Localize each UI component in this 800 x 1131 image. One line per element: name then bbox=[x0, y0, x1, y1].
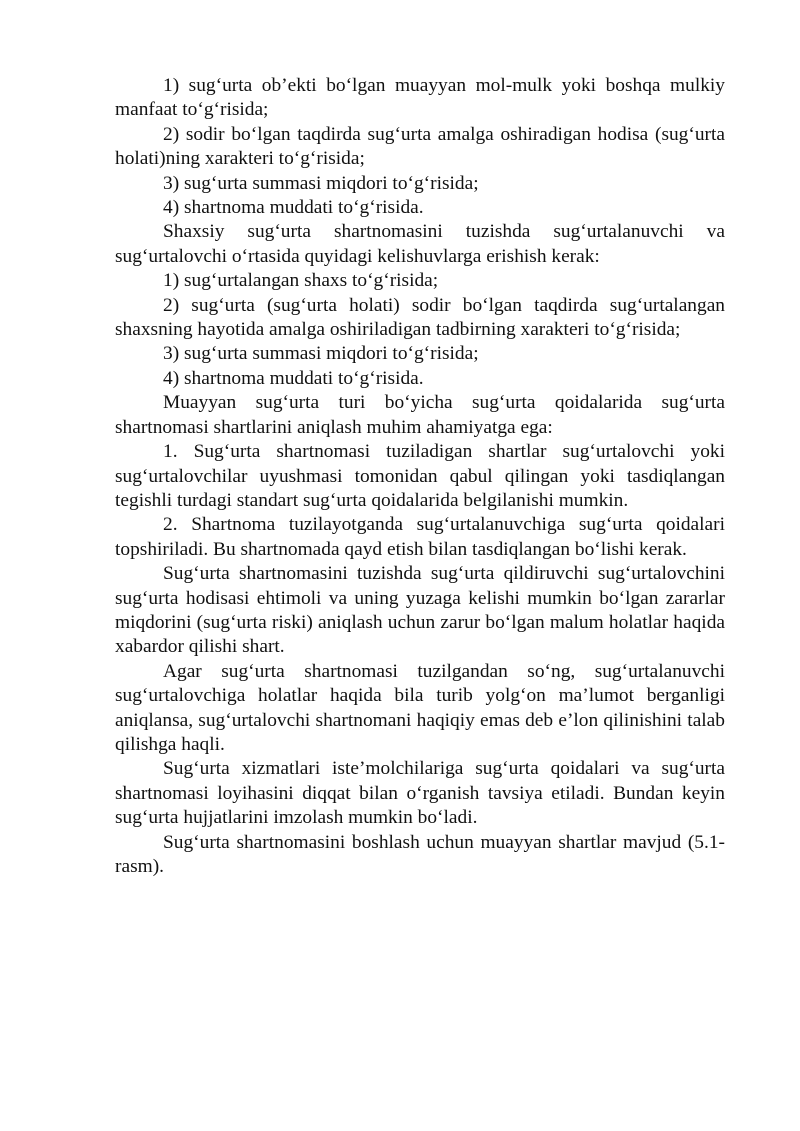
paragraph-term-item-2: 4) shartnoma muddati to‘g‘risida. bbox=[163, 367, 424, 389]
paragraph-conditions-figure-ref: Sug‘urta shartnomasini boshlash uchun muayyan shartlar mavjud (5.1-rasm). bbox=[115, 831, 725, 877]
paragraph-insured-person-item: 1) sug‘urtalangan shaxs to‘g‘risida; bbox=[163, 270, 439, 292]
paragraph-false-info: Agar sug‘urta shartnomasi tuzilgandan so‘ng, sug‘urtalanuvchi sug‘urtalovchiga holatlar haqida bila turib yolg‘on ma’lumot berganligi aniqlansa, sug‘urtalovchi shartnomani haqiqiy emas deb e’lon qilinishini talab qilishga haqli. bbox=[115, 660, 725, 755]
paragraph-rule-1: 1. Sug‘urta shartnomasi tuziladigan shartlar sug‘urtalovchi yoki sug‘urtalovchilar uyushmasi tomonidan qabul qilingan yoki tasdiqlangan tegishli turdagi standart sug‘urta qoidalarida belgilanishi mumkin. bbox=[115, 441, 725, 511]
paragraph-consumer-advice: Sug‘urta xizmatlari iste’molchilariga sug‘urta qoidalari va sug‘urta shartnomasi loyihasini diqqat bilan o‘rganish tavsiya etiladi. Bundan keyin sug‘urta hujjatlarini imzolash mumkin bo‘ladi. bbox=[115, 758, 725, 829]
paragraph-object-item: 1) sug‘urta ob’ekti bo‘lgan muayyan mol-mulk yoki boshqa mulkiy manfaat to‘g‘risida; bbox=[115, 75, 725, 121]
paragraph-personal-insurance-intro: Shaxsiy sug‘urta shartnomasini tuzishda sug‘urtalanuvchi va sug‘urtalovchi o‘rtasida quyidagi kelishuvlarga erishish kerak: bbox=[115, 221, 725, 267]
paragraph-life-event-item: 2) sug‘urta (sug‘urta holati) sodir bo‘lgan taqdirda sug‘urtalangan shaxsning hayotida amalga oshiriladigan tadbirning xarakteri to‘g‘risida; bbox=[115, 294, 725, 341]
paragraph-rule-2: 2. Shartnoma tuzilayotganda sug‘urtalanuvchiga sug‘urta qoidalari topshiriladi. Bu shartnomada qayd etish bilan tasdiqlangan bo‘lishi kerak. bbox=[115, 514, 725, 560]
paragraph-disclosure-duty: Sug‘urta shartnomasini tuzishda sug‘urta qildiruvchi sug‘urtalovchini sug‘urta hodisasi ehtimoli va uning yuzaga kelishi mumkin bo‘lgan zararlar miqdorini (sug‘urta riski) aniqlash uchun zarur bo‘lgan malum holatlar haqida xabardor qilishi shart. bbox=[115, 563, 725, 658]
paragraph-event-item: 2) sodir bo‘lgan taqdirda sug‘urta amalga oshiradigan hodisa (sug‘urta holati)ning xarakteri to‘g‘risida; bbox=[115, 123, 725, 170]
paragraph-term-item: 4) shartnoma muddati to‘g‘risida. bbox=[163, 197, 424, 219]
paragraph-rules-intro: Muayyan sug‘urta turi bo‘yicha sug‘urta qoidalarida sug‘urta shartnomasi shartlarini aniqlash muhim ahamiyatga ega: bbox=[115, 392, 725, 438]
document-page bbox=[115, 74, 725, 879]
paragraph-sum-item-2: 3) sug‘urta summasi miqdori to‘g‘risida; bbox=[163, 343, 479, 365]
paragraph-sum-item: 3) sug‘urta summasi miqdori to‘g‘risida; bbox=[163, 172, 479, 194]
